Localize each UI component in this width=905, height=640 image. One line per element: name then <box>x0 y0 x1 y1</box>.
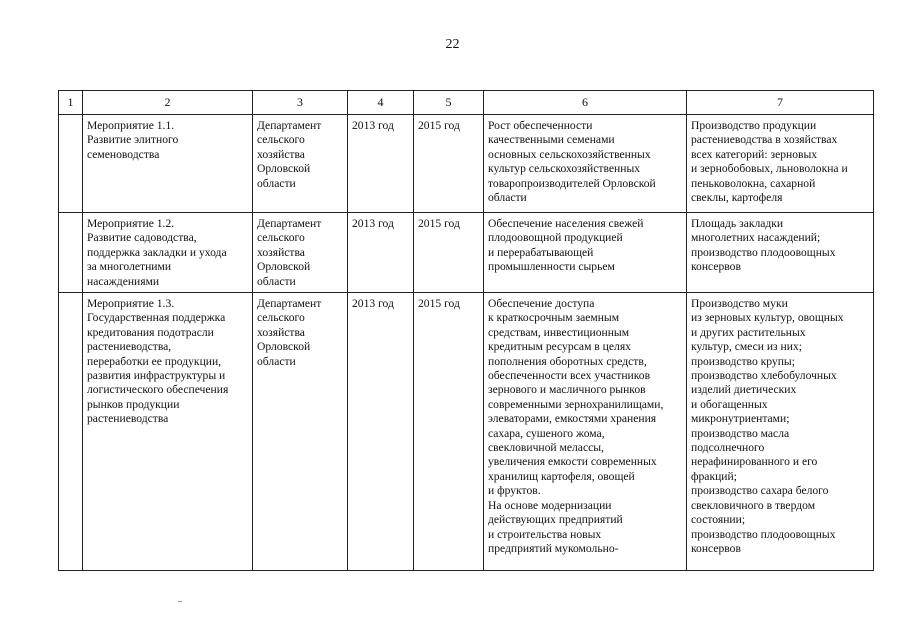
indicator-text: Производство продукции растениеводства в хозяйствах всех категорий: зерновых и зернобобовых, льноволокна и пеньковолокна, сахарной свеклы, картофеля <box>691 119 848 205</box>
start-year: 2013 год <box>352 297 394 310</box>
measure-cell <box>83 115 253 213</box>
executor-cell <box>253 293 348 571</box>
measure-cell <box>83 213 253 293</box>
executor-cell <box>253 115 348 213</box>
table-row <box>59 213 874 293</box>
scan-speck <box>178 601 182 602</box>
page-number: 22 <box>445 37 460 52</box>
start-year: 2013 год <box>352 217 394 230</box>
end-year: 2015 год <box>418 217 460 230</box>
indicator-text: Площадь закладки многолетних насаждений; производство плодоовощных консервов <box>691 217 836 274</box>
end-year: 2015 год <box>418 119 460 132</box>
row-number-cell <box>59 293 83 571</box>
header-col-2: 2 <box>83 91 253 115</box>
header-col-3: 3 <box>253 91 348 115</box>
indicator-cell <box>687 293 874 571</box>
result-cell <box>484 115 687 213</box>
result-text: Рост обеспеченности качественными семенами основных сельскохозяйственных культур сельскохозяйственных товаропроизводителей Орловской области <box>488 119 656 205</box>
indicator-text: Производство муки из зерновых культур, овощных и других растительных культур, смеси из них; производство крупы; производство хлебобулочных изделий диетических и обогащенных микронутриентами; производство масла подсолнечного нерафинированного и его фракций; производство сахара белого свекловичного в твердом состоянии; производство плодоовощных консервов <box>691 297 844 555</box>
start-year-cell <box>348 115 414 213</box>
start-year-cell <box>348 213 414 293</box>
header-col-7: 7 <box>687 91 874 115</box>
header-col-5: 5 <box>414 91 484 115</box>
end-year-cell <box>414 293 484 571</box>
end-year: 2015 год <box>418 297 460 310</box>
start-year-cell <box>348 293 414 571</box>
start-year: 2013 год <box>352 119 394 132</box>
measure-text: Мероприятие 1.2. Развитие садоводства, поддержка закладки и ухода за многолетними насаждениями <box>87 217 227 288</box>
end-year-cell <box>414 213 484 293</box>
end-year-cell <box>414 115 484 213</box>
result-cell <box>484 293 687 571</box>
row-number-cell <box>59 213 83 293</box>
measure-text: Мероприятие 1.1. Развитие элитного семеноводства <box>87 119 179 161</box>
table-row <box>59 293 874 571</box>
header-col-6: 6 <box>484 91 687 115</box>
result-text: Обеспечение населения свежей плодоовощной продукцией и перерабатывающей промышленности сырьем <box>488 217 644 274</box>
executor-text: Департамент сельского хозяйства Орловской области <box>257 217 322 288</box>
table-header-row <box>59 91 874 115</box>
executor-text: Департамент сельского хозяйства Орловской области <box>257 297 322 368</box>
executor-text: Департамент сельского хозяйства Орловской области <box>257 119 322 190</box>
table-row <box>59 115 874 213</box>
header-col-4: 4 <box>348 91 414 115</box>
program-measures-table <box>58 90 874 571</box>
header-col-1: 1 <box>59 91 83 115</box>
result-text: Обеспечение доступа к краткосрочным заемным средствам, инвестиционным кредитным ресурсам в целях пополнения оборотных средств, обеспеченности всех участников зернового и масличного рынков современными зернохранилищами, элеваторами, емкостями хранения сахара, сушеного жома, свекловичной мелассы, увеличения емкости современных хранилищ картофеля, овощей и фруктов. На основе модернизации действующих предприятий и строительства новых предприятий мукомольно- <box>488 297 664 555</box>
indicator-cell <box>687 213 874 293</box>
measure-text: Мероприятие 1.3. Государственная поддержка кредитования подотрасли растениеводства, переработки ее продукции, развития инфраструктуры и логистического обеспечения рынков продукции растениеводства <box>87 297 229 426</box>
result-cell <box>484 213 687 293</box>
measure-cell <box>83 293 253 571</box>
indicator-cell <box>687 115 874 213</box>
row-number-cell <box>59 115 83 213</box>
executor-cell <box>253 213 348 293</box>
